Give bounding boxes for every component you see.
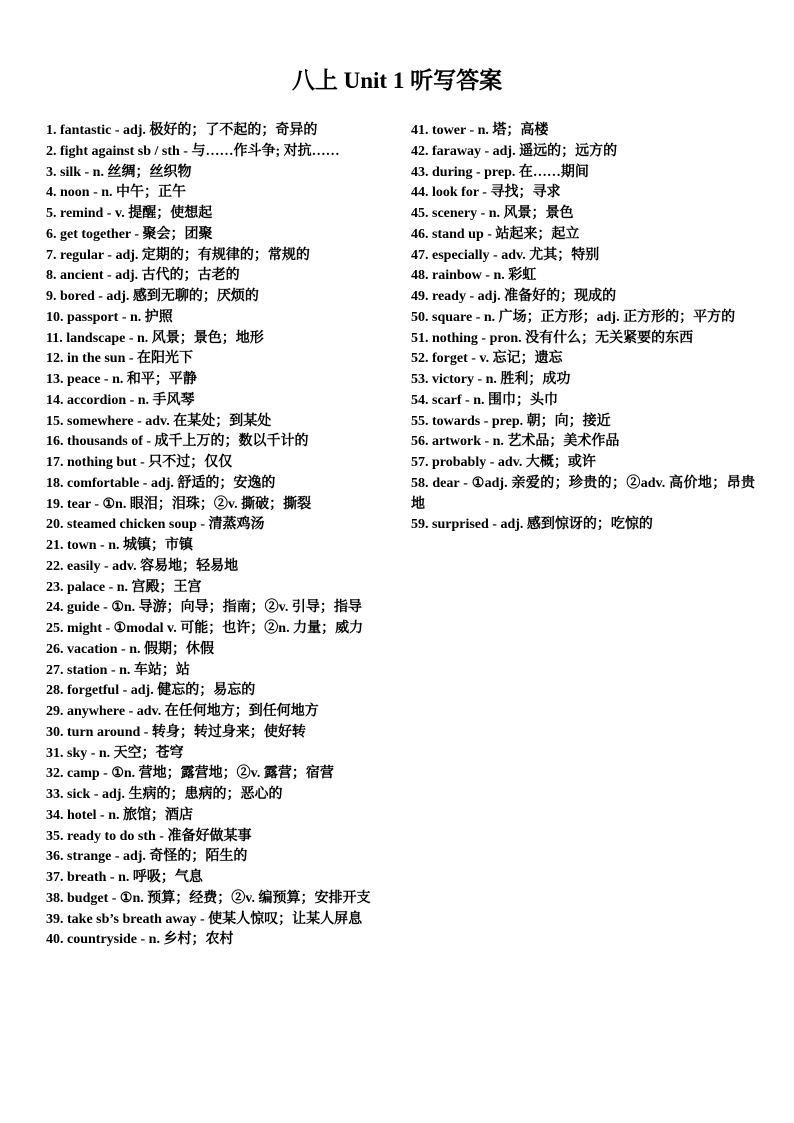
- vocab-entry: 32. camp - ①n. 营地；露营地；②v. 露营；宿营: [46, 766, 334, 782]
- vocab-entry: 12. in the sun - 在阳光下: [46, 351, 194, 367]
- vocab-entry: 47. especially - adv. 尤其；特别: [411, 247, 600, 263]
- vocab-list-right: [411, 121, 755, 536]
- vocab-entry: 17. nothing but - 只不过；仅仅: [46, 455, 233, 470]
- vocab-entry: 45. scenery - n. 风景；景色: [411, 206, 574, 221]
- vocab-entry: 22. easily - adv. 容易地；轻易地: [46, 558, 239, 574]
- vocab-entry: 52. forget - v. 忘记；遗忘: [411, 351, 563, 367]
- vocab-entry: 6. get together - 聚会；团聚: [46, 226, 213, 242]
- vocab-entry: 18. comfortable - adj. 舒适的；安逸的: [46, 475, 276, 491]
- vocab-entry: 58. dear - ①adj. 亲爱的；珍贵的；②adv. 高价地；昂贵地: [411, 475, 755, 512]
- vocab-entry: 23. palace - n. 宫殿；王宫: [46, 579, 202, 595]
- vocab-entry: 59. surprised - adj. 感到惊讶的；吃惊的: [411, 517, 653, 533]
- vocab-entry: 36. strange - adj. 奇怪的；陌生的: [46, 849, 248, 865]
- vocab-entry: 28. forgetful - adj. 健忘的；易忘的: [46, 683, 256, 699]
- vocab-entry: 21. town - n. 城镇；市镇: [46, 538, 194, 553]
- vocab-entry: 41. tower - n. 塔；高楼: [411, 123, 549, 138]
- vocab-entry: 46. stand up - 站起来；起立: [411, 226, 580, 242]
- vocab-entry: 1. fantastic - adj. 极好的；了不起的；奇异的: [46, 123, 318, 138]
- vocab-entry: 10. passport - n. 护照: [46, 309, 173, 325]
- vocab-entry: 55. towards - prep. 朝；向；接近: [411, 413, 611, 429]
- vocab-entry: 56. artwork - n. 艺术品；美术作品: [411, 434, 620, 450]
- vocab-entry: 25. might - ①modal v. 可能；也许；②n. 力量；威力: [46, 621, 364, 636]
- vocab-entry: 40. countryside - n. 乡村；农村: [46, 932, 234, 948]
- vocab-entry: 31. sky - n. 天空；苍穹: [46, 745, 184, 761]
- vocab-entry: 8. ancient - adj. 古代的；古老的: [46, 268, 240, 284]
- vocab-entry: 26. vacation - n. 假期；休假: [46, 641, 214, 657]
- vocab-entry: 37. breath - n. 呼吸；气息: [46, 870, 203, 885]
- vocab-entry: 53. victory - n. 胜利；成功: [411, 372, 571, 387]
- vocab-entry: 54. scarf - n. 围巾；头巾: [411, 392, 558, 408]
- vocab-entry: 19. tear - ①n. 眼泪；泪珠；②v. 撕破；撕裂: [46, 496, 312, 512]
- vocab-entry: 16. thousands of - 成千上万的；数以千计的: [46, 434, 309, 450]
- vocab-entry: 15. somewhere - adv. 在某处；到某处: [46, 413, 272, 429]
- vocab-entry: 3. silk - n. 丝绸；丝织物: [46, 164, 192, 180]
- vocab-entry: 20. steamed chicken soup - 清蒸鸡汤: [46, 517, 265, 533]
- vocab-entry: 4. noon - n. 中午；正午: [46, 185, 187, 201]
- vocab-list-left: [46, 121, 390, 951]
- vocab-entry: 57. probably - adv. 大概；或许: [411, 455, 596, 470]
- vocab-entry: 43. during - prep. 在……期间: [411, 164, 589, 180]
- vocab-entry: 48. rainbow - n. 彩虹: [411, 268, 537, 284]
- vocab-entry: 9. bored - adj. 感到无聊的；厌烦的: [46, 289, 259, 304]
- vocab-entry: 30. turn around - 转身；转过身来；使好转: [46, 724, 306, 740]
- vocab-entry: 7. regular - adj. 定期的；有规律的；常规的: [46, 247, 310, 263]
- vocab-entry: 14. accordion - n. 手风琴: [46, 392, 195, 408]
- vocab-entry: 27. station - n. 车站；站: [46, 662, 190, 678]
- vocab-entry: 50. square - n. 广场；正方形；adj. 正方形的；平方的: [411, 309, 736, 325]
- vocab-entry: 51. nothing - pron. 没有什么；无关紧要的东西: [411, 330, 694, 346]
- vocab-entry: 35. ready to do sth - 准备好做某事: [46, 828, 252, 844]
- page-title: 八上 Unit 1 听写答案: [291, 68, 503, 93]
- vocab-entry: 49. ready - adj. 准备好的；现成的: [411, 289, 617, 304]
- vocab-entry: 44. look for - 寻找；寻求: [411, 185, 561, 201]
- vocab-entry: 13. peace - n. 和平；平静: [46, 372, 197, 387]
- vocab-entry: 33. sick - adj. 生病的；患病的；恶心的: [46, 787, 283, 802]
- vocab-entry: 34. hotel - n. 旅馆；酒店: [46, 807, 193, 823]
- vocab-entry: 11. landscape - n. 风景；景色；地形: [46, 330, 264, 346]
- vocab-entry: 29. anywhere - adv. 在任何地方；到任何地方: [46, 704, 319, 719]
- vocab-entry: 2. fight against sb / sth - 与……作斗争; 对抗……: [46, 143, 340, 159]
- vocab-entry: 39. take sb’s breath away - 使某人惊叹；让某人屏息: [46, 911, 363, 927]
- vocab-entry: 24. guide - ①n. 导游；向导；指南；②v. 引导；指导: [46, 600, 362, 616]
- vocab-entry: 5. remind - v. 提醒；使想起: [46, 206, 213, 221]
- vocab-entry: 38. budget - ①n. 预算；经费；②v. 编预算；安排开支: [46, 890, 371, 906]
- vocab-entry: 42. faraway - adj. 遥远的；远方的: [411, 143, 618, 159]
